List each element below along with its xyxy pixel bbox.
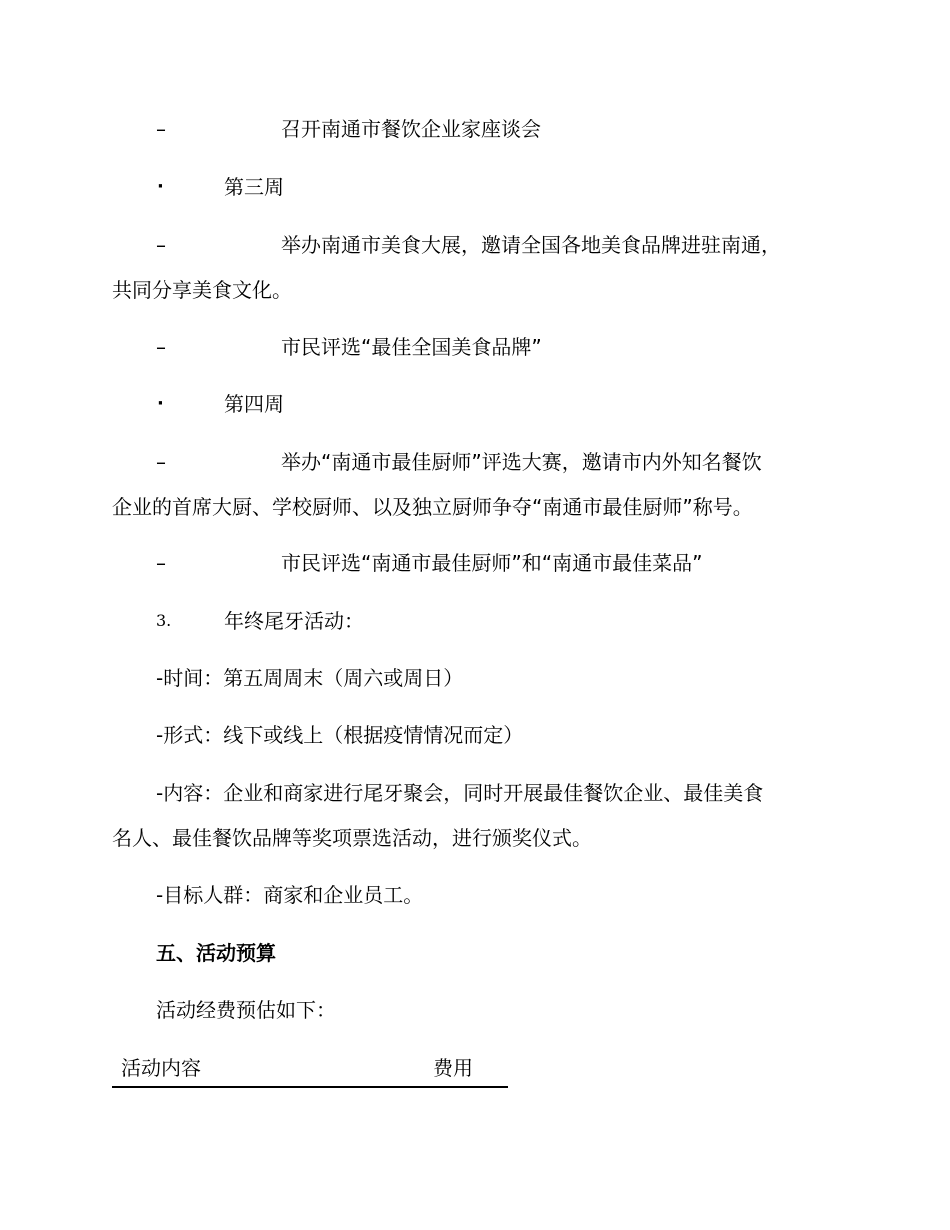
dash-marker: – — [156, 117, 166, 141]
dash-marker: – — [156, 335, 166, 359]
paragraph-line: 市民评选“南通市最佳厨师”和“南通市最佳菜品” — [281, 551, 703, 575]
paragraph-line: 召开南通市餐饮企业家座谈会 — [281, 117, 541, 141]
dash-marker: – — [156, 551, 166, 575]
detail-target: -目标人群：商家和企业员工。 — [156, 883, 424, 907]
detail-content: -内容：企业和商家进行尾牙聚会，同时开展最佳餐饮企业、最佳美食 — [156, 781, 764, 805]
list-number: 3. — [156, 611, 172, 630]
dash-marker: – — [156, 450, 166, 474]
bullet-dot: · — [157, 176, 164, 197]
paragraph-line: 共同分享美食文化。 — [112, 278, 292, 302]
table-header-activity: 活动内容 — [121, 1056, 201, 1080]
table-header-cost: 费用 — [433, 1056, 473, 1080]
paragraph-line: 举办“南通市最佳厨师”评选大赛，邀请市内外知名餐饮 — [281, 450, 762, 474]
detail-time: -时间：第五周周末（周六或周日） — [156, 666, 464, 690]
section-heading: 五、活动预算 — [156, 941, 276, 965]
paragraph-line: 举办南通市美食大展，邀请全国各地美食品牌进驻南通， — [281, 233, 781, 257]
week-heading: 第三周 — [224, 175, 284, 199]
budget-table-header — [112, 1056, 508, 1088]
week-heading: 第四周 — [224, 392, 284, 416]
paragraph-line: 企业的首席大厨、学校厨师、以及独立厨师争夺“南通市最佳厨师”称号。 — [112, 495, 753, 519]
paragraph-line: 市民评选“最佳全国美食品牌” — [281, 335, 542, 359]
dash-marker: – — [156, 233, 166, 257]
list-item-title: 年终尾牙活动： — [224, 609, 364, 633]
detail-form: -形式：线下或线上（根据疫情情况而定） — [156, 723, 524, 747]
detail-content-cont: 名人、最佳餐饮品牌等奖项票选活动，进行颁奖仪式。 — [112, 826, 592, 850]
budget-intro: 活动经费预估如下： — [156, 998, 336, 1022]
bullet-dot: · — [157, 393, 164, 414]
